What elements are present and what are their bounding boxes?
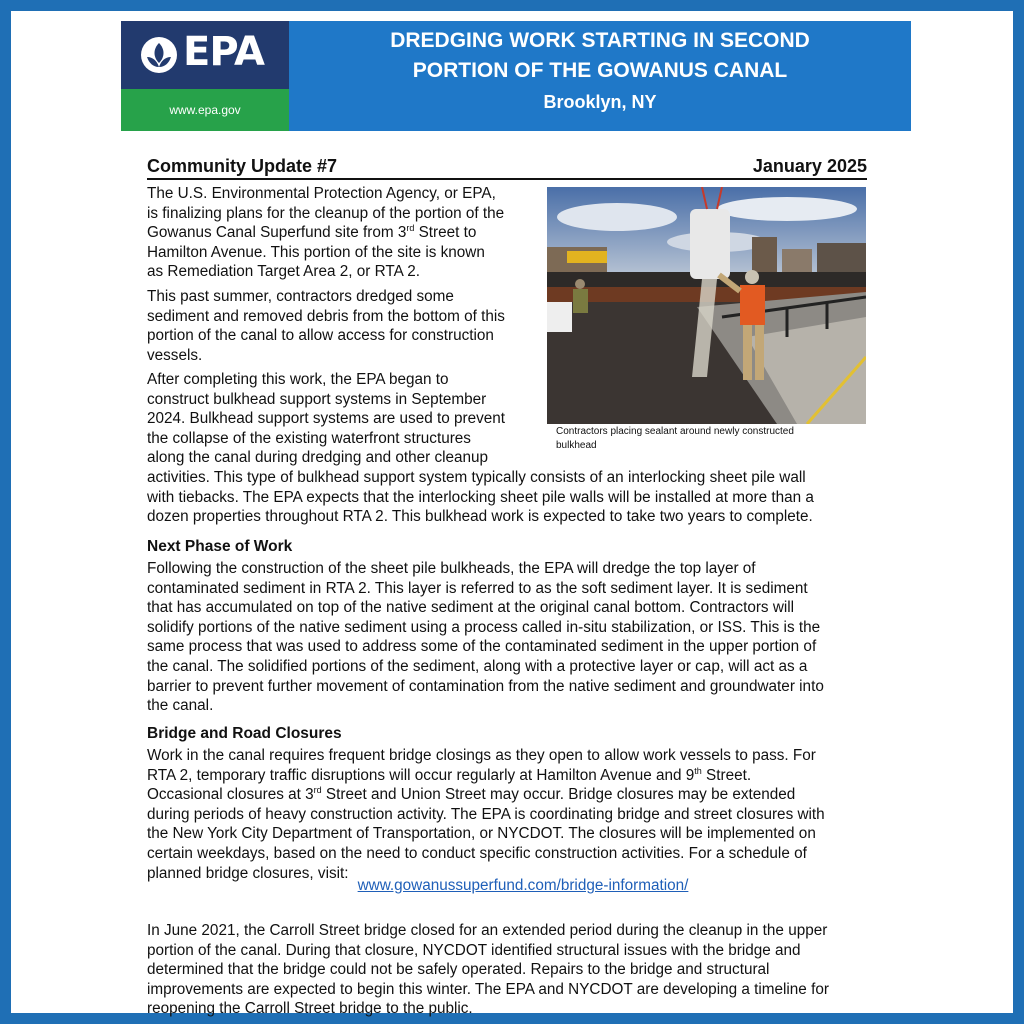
epa-logo[interactable] bbox=[121, 21, 289, 131]
text-line: The U.S. Environmental Protection Agency, or EPA, bbox=[147, 185, 496, 202]
closures-heading: Bridge and Road Closures bbox=[147, 725, 342, 742]
text-line: portion of the canal to allow access for construction bbox=[147, 327, 494, 345]
next-phase-heading: Next Phase of Work bbox=[147, 538, 293, 555]
text-span: Gowanus Canal Superfund site from 3 bbox=[147, 224, 407, 242]
carroll-paragraph bbox=[147, 921, 829, 1019]
header bbox=[121, 21, 911, 131]
text-line: dozen properties throughout RTA 2. This bulkhead work is expected to take two years to complete. bbox=[147, 508, 813, 526]
text-line: that has accumulated on top of the native sediment at the original canal bottom. Contractors will bbox=[147, 599, 795, 617]
text-line: barrier to prevent further movement of contamination from the native sediment and groundwater into bbox=[147, 677, 824, 695]
photo-caption bbox=[556, 425, 866, 453]
update-date: January 2025 bbox=[752, 156, 867, 176]
superscript: rd bbox=[406, 223, 415, 234]
closures-paragraph bbox=[147, 746, 825, 883]
text-line: contaminated sediment in RTA 2. This layer is referred to as the soft sediment layer. It is sediment bbox=[147, 579, 808, 597]
text-line: Work in the canal requires frequent bridge closings as they open to allow work vessels to pass. For bbox=[147, 747, 816, 764]
text-line: After completing this work, the EPA began to bbox=[147, 371, 449, 388]
title-banner bbox=[289, 21, 911, 131]
caption-line: Contractors placing sealant around newly constructed bbox=[556, 426, 794, 437]
text-line bbox=[147, 766, 825, 786]
text-span: RTA 2, temporary traffic disruptions will occur regularly at Hamilton Avenue and 9 bbox=[147, 766, 695, 784]
text-line: during periods of heavy construction activity. The EPA is coordinating bridge and street closures with bbox=[147, 805, 825, 823]
text-line: the New York City Department of Transportation, or NYCDOT. The closures will be implemented on bbox=[147, 825, 816, 843]
text-line: the canal. bbox=[147, 697, 214, 715]
text-line: vessels. bbox=[147, 346, 203, 364]
text-line: solidify portions of the native sediment using a process called in-situ stabilization, or ISS. This is the bbox=[147, 618, 821, 636]
update-line bbox=[147, 154, 867, 180]
intro-paragraph-2 bbox=[147, 287, 505, 365]
text-line: Hamilton Avenue. This portion of the site is known bbox=[147, 243, 485, 261]
text-line: same process that was used to address some of the contaminated sediment in the upper portion of bbox=[147, 638, 817, 656]
text-line: is finalizing plans for the cleanup of the portion of the bbox=[147, 204, 505, 222]
location: Brooklyn, NY bbox=[543, 92, 657, 112]
text-line: improvements are expected to begin this winter. The EPA and NYCDOT are developing a timeline for bbox=[147, 980, 829, 998]
text-line: the collapse of the existing waterfront structures bbox=[147, 429, 471, 447]
update-label: Community Update #7 bbox=[147, 156, 338, 176]
text-span: Street. bbox=[701, 766, 752, 784]
caption-line: bulkhead bbox=[556, 440, 597, 451]
text-line: construct bulkhead support systems in September bbox=[147, 390, 487, 408]
logo-url[interactable]: www.epa.gov bbox=[121, 89, 289, 131]
text-line: 2024. Bulkhead support systems are used to prevent bbox=[147, 410, 505, 428]
text-line: sediment and removed debris from the bottom of this bbox=[147, 307, 505, 325]
text-line: along the canal during dredging and other cleanup bbox=[147, 449, 489, 467]
text-line: planned bridge closures, visit: bbox=[147, 864, 349, 882]
text-line bbox=[147, 223, 504, 243]
text-span: Street to bbox=[414, 224, 477, 242]
title-line-1: DREDGING WORK STARTING IN SECOND bbox=[390, 29, 810, 52]
text-line: determined that the bridge could not be safely operated. Repairs to the bridge and structural bbox=[147, 961, 770, 979]
text-span: Street and Union Street may occur. Bridge closures may be extended bbox=[321, 786, 796, 804]
text-span: Occasional closures at 3 bbox=[147, 786, 314, 804]
text-line: reopening the Carroll Street bridge to the public. bbox=[147, 1000, 473, 1018]
text-line: This past summer, contractors dredged some bbox=[147, 288, 454, 305]
text-line: In June 2021, the Carroll Street bridge closed for an extended period during the cleanup in the upper bbox=[147, 922, 828, 939]
text-line: portion of the canal. During that closure, NYCDOT identified structural issues with the bridge and bbox=[147, 941, 801, 959]
title-line-2: PORTION OF THE GOWANUS CANAL bbox=[412, 59, 788, 82]
text-line: activities. This type of bulkhead support system typically consists of an interlocking sheet pile wall bbox=[147, 468, 806, 486]
superscript: rd bbox=[313, 785, 322, 796]
text-line: as Remediation Target Area 2, or RTA 2. bbox=[147, 263, 420, 281]
text-line bbox=[147, 785, 825, 805]
logo-text: EPA bbox=[183, 29, 264, 75]
text-line: Following the construction of the sheet pile bulkheads, the EPA will dredge the top layer of bbox=[147, 560, 756, 577]
logo-top bbox=[121, 21, 289, 89]
next-phase-paragraph bbox=[147, 559, 824, 716]
intro-paragraph-1 bbox=[147, 184, 504, 282]
bulkhead-photo bbox=[547, 187, 866, 424]
construction-scene-image bbox=[547, 187, 866, 424]
superscript: th bbox=[694, 765, 702, 776]
text-line: the canal. The solidified portions of the sediment, along with a protective layer or cap, will act as a bbox=[147, 657, 808, 675]
bridge-information-link[interactable]: www.gowanussuperfund.com/bridge-information/ bbox=[357, 877, 689, 894]
text-line: with tiebacks. The EPA expects that the interlocking sheet pile walls will be installed at more than a bbox=[147, 488, 814, 506]
text-line: certain weekdays, based on the need to conduct specific construction activities. For a schedule of bbox=[147, 844, 807, 862]
epa-flower-icon bbox=[139, 35, 179, 75]
